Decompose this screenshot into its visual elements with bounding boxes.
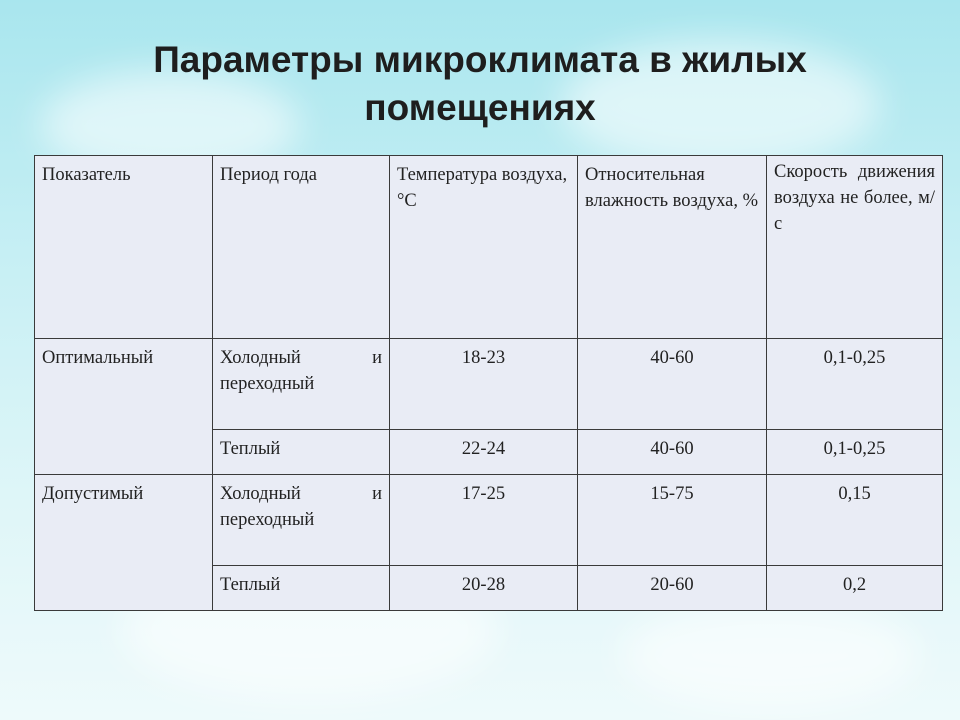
slide-title-line1: Параметры микроклимата в жилых [153,39,807,80]
indicator-cell: Оптимальный [35,339,213,475]
air-speed-cell: 0,1-0,25 [767,339,943,430]
table-header-row [35,156,943,339]
header-cell-humidity: Относительная влажность воздуха, % [578,156,767,339]
header-cell-indicator: Показатель [35,156,213,339]
indicator-cell: Допустимый [35,475,213,611]
period-cell: Холодный и переходный [213,475,390,566]
header-cell-temperature: Температура воздуха, °С [390,156,578,339]
period-cell: Теплый [213,566,390,611]
table-row [35,339,943,430]
air-speed-cell: 0,15 [767,475,943,566]
temperature-cell: 22-24 [390,430,578,475]
humidity-cell: 40-60 [578,339,767,430]
header-cell-air-speed: Скорость движения воздуха не более, м/с [767,156,943,339]
temperature-cell: 18-23 [390,339,578,430]
header-cell-period: Период года [213,156,390,339]
table-row [35,475,943,566]
slide-title-line2: помещениях [364,87,596,128]
microclimate-table [34,155,943,611]
humidity-cell: 15-75 [578,475,767,566]
background-cloud [620,600,920,710]
slide-title [0,36,960,132]
air-speed-cell: 0,1-0,25 [767,430,943,475]
temperature-cell: 20-28 [390,566,578,611]
air-speed-cell: 0,2 [767,566,943,611]
period-cell: Теплый [213,430,390,475]
temperature-cell: 17-25 [390,475,578,566]
period-cell: Холодный и переходный [213,339,390,430]
humidity-cell: 40-60 [578,430,767,475]
humidity-cell: 20-60 [578,566,767,611]
